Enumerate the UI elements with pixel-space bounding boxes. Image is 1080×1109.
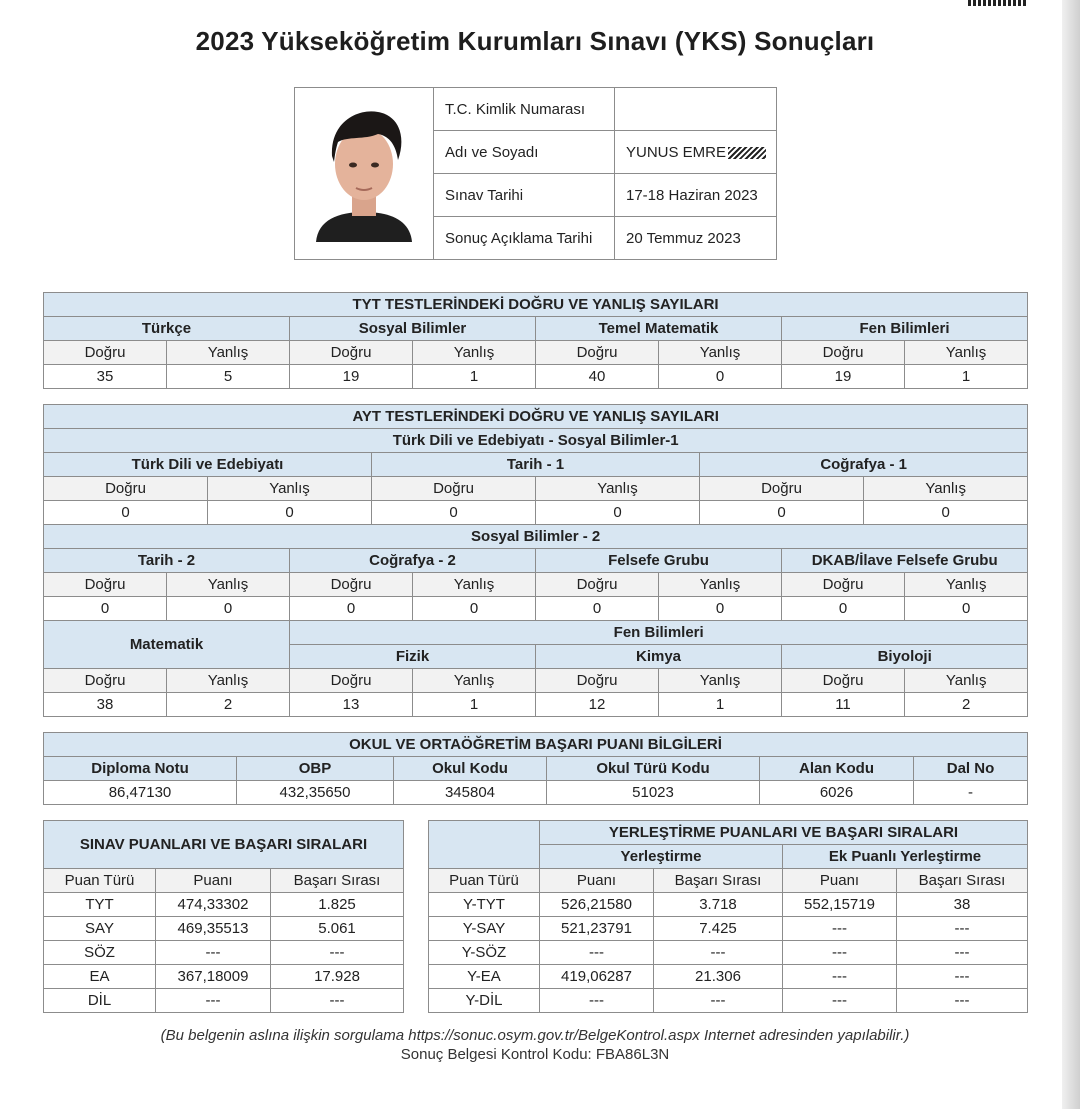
count-cell: 0 [782,597,905,621]
dogru-label: Doğru [44,477,208,501]
value-cell: 432,35650 [237,781,394,805]
column-header: Başarı Sırası [897,869,1028,893]
puan: 521,23791 [540,917,654,941]
basari-sirasi: --- [271,941,404,965]
puan: --- [540,989,654,1013]
column-header: Puanı [156,869,271,893]
count-cell: 11 [782,693,905,717]
control-code: Sonuç Belgesi Kontrol Kodu: FBA86L3N [400,1046,670,1063]
count-cell: 0 [290,597,413,621]
verification-note: (Bu belgenin aslına ilişkin sorgulama https://sonuc.osym.gov.tr/BelgeKontrol.aspx Internet adresinden yapılabilir.) [160,1027,910,1044]
value-cell: 345804 [394,781,547,805]
info-label: T.C. Kimlik Numarası [434,88,615,131]
column-header: Puanı [540,869,654,893]
basari-sirasi: --- [654,941,783,965]
puan-turu: DİL [44,989,156,1013]
subject-header: Fizik [290,645,536,669]
column-header: Puanı [783,869,897,893]
puan: 474,33302 [156,893,271,917]
yanlis-label: Yanlış [905,341,1028,365]
puan-turu: EA [44,965,156,989]
page-edge-shadow [1062,0,1080,1109]
dogru-label: Doğru [782,573,905,597]
info-label: Adı ve Soyadı [434,131,615,174]
yanlis-label: Yanlış [167,573,290,597]
ek-puan: --- [783,917,897,941]
ek-puan: 552,15719 [783,893,897,917]
basari-sirasi: 5.061 [271,917,404,941]
dogru-label: Doğru [536,341,659,365]
count-cell: 0 [536,501,700,525]
puan-turu: Y-DİL [429,989,540,1013]
yanlis-label: Yanlış [659,573,782,597]
count-cell: 0 [208,501,372,525]
basari-sirasi: 21.306 [654,965,783,989]
puan-turu: SÖZ [44,941,156,965]
count-cell: 19 [782,365,905,389]
value-cell: 86,47130 [44,781,237,805]
ek-basari-sirasi: --- [897,989,1028,1013]
page-title: 2023 Yükseköğretim Kurumları Sınavı (YKS) Sonuçları [195,26,875,56]
okul-table [43,732,1028,805]
subject-header: DKAB/İlave Felsefe Grubu [782,549,1028,573]
ek-puan: --- [783,965,897,989]
info-label: Sınav Tarihi [434,174,615,217]
sinav-puanlari-table [43,820,404,1013]
subject-header: Coğrafya - 2 [290,549,536,573]
count-cell: 0 [372,501,536,525]
puan-turu: SAY [44,917,156,941]
ayt-group2-title: Sosyal Bilimler - 2 [44,525,1028,549]
subject-header: Türk Dili ve Edebiyatı [44,453,372,477]
redaction-scribble [728,147,766,159]
yanlis-label: Yanlış [905,573,1028,597]
count-cell: 0 [659,597,782,621]
okul-title: OKUL VE ORTAÖĞRETİM BAŞARI PUANI BİLGİLERİ [44,733,1028,757]
yanlis-label: Yanlış [659,341,782,365]
count-cell: 35 [44,365,167,389]
subject-header: Felsefe Grubu [536,549,782,573]
dogru-label: Doğru [44,573,167,597]
yanlis-label: Yanlış [536,477,700,501]
subject-header: Türkçe [44,317,290,341]
column-header: Diploma Notu [44,757,237,781]
dogru-label: Doğru [782,341,905,365]
ek-basari-sirasi: --- [897,917,1028,941]
yanlis-label: Yanlış [413,573,536,597]
column-header: Başarı Sırası [271,869,404,893]
value-cell: 6026 [760,781,914,805]
basari-sirasi: --- [271,989,404,1013]
yanlis-label: Yanlış [208,477,372,501]
count-cell: 0 [413,597,536,621]
subject-header: Coğrafya - 1 [700,453,1028,477]
count-cell: 1 [659,693,782,717]
subject-header: Fen Bilimleri [782,317,1028,341]
yerlestirme-table [428,820,1028,1013]
yanlis-label: Yanlış [864,477,1028,501]
value-cell: - [914,781,1028,805]
column-header: Okul Kodu [394,757,547,781]
dogru-label: Doğru [290,573,413,597]
ek-puan: --- [783,941,897,965]
puan-turu: TYT [44,893,156,917]
ek-basari-sirasi: --- [897,965,1028,989]
puan: 367,18009 [156,965,271,989]
column-header: Dal No [914,757,1028,781]
puan-turu: Y-SAY [429,917,540,941]
count-cell: 1 [413,693,536,717]
value-cell: 51023 [547,781,760,805]
count-cell: 2 [905,693,1028,717]
count-cell: 0 [864,501,1028,525]
count-cell: 0 [44,597,167,621]
basari-sirasi: 17.928 [271,965,404,989]
column-header: Başarı Sırası [654,869,783,893]
basari-sirasi: 3.718 [654,893,783,917]
puan: --- [540,941,654,965]
count-cell: 13 [290,693,413,717]
candidate-name: YUNUS EMRE [626,143,727,161]
sinav-title: SINAV PUANLARI VE BAŞARI SIRALARI [44,821,404,869]
info-label: Sonuç Açıklama Tarihi [434,217,615,260]
count-cell: 1 [413,365,536,389]
dogru-label: Doğru [700,477,864,501]
candidate-info-table [294,87,777,260]
yanlis-label: Yanlış [167,669,290,693]
candidate-photo [295,88,434,260]
info-value: 20 Temmuz 2023 [615,217,777,260]
yanlis-label: Yanlış [413,669,536,693]
subject-header: Tarih - 2 [44,549,290,573]
yanlis-label: Yanlış [659,669,782,693]
dogru-label: Doğru [536,573,659,597]
yerlestirme-title: YERLEŞTİRME PUANLARI VE BAŞARI SIRALARI [540,821,1028,845]
subject-header: Kimya [536,645,782,669]
ayt-title: AYT TESTLERİNDEKİ DOĞRU VE YANLIŞ SAYILARI [44,405,1028,429]
puan: 419,06287 [540,965,654,989]
yanlis-label: Yanlış [167,341,290,365]
puan-turu: Y-EA [429,965,540,989]
basari-sirasi: --- [654,989,783,1013]
count-cell: 38 [44,693,167,717]
count-cell: 0 [167,597,290,621]
puan: --- [156,989,271,1013]
count-cell: 2 [167,693,290,717]
count-cell: 40 [536,365,659,389]
ek-puan: --- [783,989,897,1013]
column-header: Puan Türü [44,869,156,893]
dogru-label: Doğru [44,341,167,365]
column-header: Okul Türü Kodu [547,757,760,781]
count-cell: 0 [905,597,1028,621]
dogru-label: Doğru [44,669,167,693]
count-cell: 0 [536,597,659,621]
fen-bilimleri-header: Fen Bilimleri [290,621,1028,645]
info-value [615,88,777,131]
puan-turu: Y-TYT [429,893,540,917]
count-cell: 19 [290,365,413,389]
count-cell: 1 [905,365,1028,389]
ek-basari-sirasi: --- [897,941,1028,965]
column-header: OBP [237,757,394,781]
puan: --- [156,941,271,965]
dogru-label: Doğru [782,669,905,693]
yerlestirme-sub-header: Yerleştirme [540,845,783,869]
ek-puanli-sub-header: Ek Puanlı Yerleştirme [783,845,1028,869]
dogru-label: Doğru [536,669,659,693]
count-cell: 0 [659,365,782,389]
puan: 526,21580 [540,893,654,917]
ek-basari-sirasi: 38 [897,893,1028,917]
column-header: Puan Türü [429,869,540,893]
ayt-table [43,404,1028,717]
tyt-table [43,292,1028,389]
count-cell: 0 [700,501,864,525]
basari-sirasi: 7.425 [654,917,783,941]
basari-sirasi: 1.825 [271,893,404,917]
info-value [615,131,777,174]
subject-header: Temel Matematik [536,317,782,341]
puan-turu: Y-SÖZ [429,941,540,965]
yerlestirme-blank-header [429,821,540,869]
matematik-header: Matematik [44,621,290,669]
person-photo-icon [308,102,420,242]
puan: 469,35513 [156,917,271,941]
subject-header: Sosyal Bilimler [290,317,536,341]
dogru-label: Doğru [290,669,413,693]
subject-header: Biyoloji [782,645,1028,669]
yanlis-label: Yanlış [413,341,536,365]
yanlis-label: Yanlış [905,669,1028,693]
dogru-label: Doğru [290,341,413,365]
ayt-group1-title: Türk Dili ve Edebiyatı - Sosyal Bilimler-1 [44,429,1028,453]
count-cell: 5 [167,365,290,389]
info-value: 17-18 Haziran 2023 [615,174,777,217]
count-cell: 0 [44,501,208,525]
subject-header: Tarih - 1 [372,453,700,477]
tyt-title: TYT TESTLERİNDEKİ DOĞRU VE YANLIŞ SAYILARI [44,293,1028,317]
dogru-label: Doğru [372,477,536,501]
qr-code [968,0,1026,6]
column-header: Alan Kodu [760,757,914,781]
count-cell: 12 [536,693,659,717]
